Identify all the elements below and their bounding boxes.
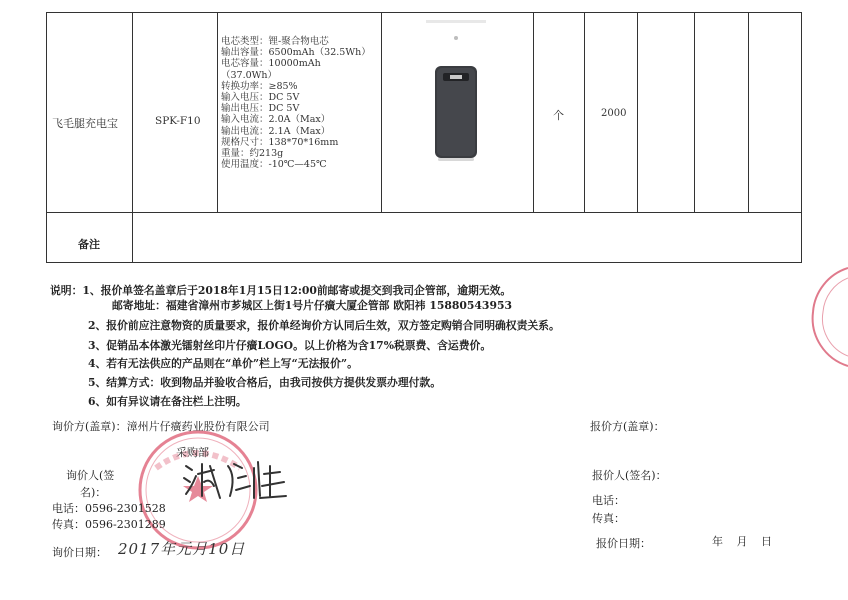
note-6: 6、如有异议请在备注栏上注明。 — [88, 395, 247, 408]
inquirer-tel: 电话：0596-2301528 — [52, 502, 166, 515]
powerbank-photo — [408, 18, 503, 208]
col-divider — [132, 12, 133, 212]
note-4: 4、若有无法供应的产品则在“单价”栏上写“无法报价”。 — [88, 357, 358, 370]
quoter-tel: 电话： — [592, 494, 625, 507]
spec-line: 输入电流：2.0A（Max） — [221, 114, 331, 126]
note-3: 3、促销品本体激光镭射丝印片仔癀LOGO。以上价格为含17%税票费、含运费价。 — [88, 339, 492, 352]
spec-line: 输出容量：6500mAh（32.5Wh） — [221, 47, 371, 59]
quoter-person-label: 报价人(签名)： — [592, 469, 667, 482]
col-divider — [748, 12, 749, 212]
note-1 — [50, 283, 511, 298]
inquirer-value: 漳州片仔癀药业股份有限公司 — [126, 420, 270, 433]
spec-line: 使用温度：-10℃—45℃ — [221, 159, 327, 171]
inquirer-person-label-2: 名)： — [80, 486, 107, 499]
col-divider — [132, 212, 133, 263]
inquirer-label: 询价方(盖章)： — [52, 420, 127, 433]
spec-line: 转换功率：≥85% — [221, 80, 298, 92]
spec-line: 电芯容量：10000mAh — [221, 58, 321, 70]
spec-line: （37.0Wh） — [221, 69, 278, 81]
col-divider — [584, 12, 585, 212]
mail-label: 邮寄地址： — [112, 299, 166, 312]
quoter-party-label: 报价方(盖章)： — [590, 420, 665, 433]
spec-line: 电芯类型：锂-聚合物电芯 — [221, 36, 329, 47]
inquirer-person-label-1: 询价人(签 — [66, 469, 115, 482]
unit: 个 — [553, 109, 564, 122]
col-divider — [637, 12, 638, 212]
note-1-prefix: 1、报价单签名盖章后于 — [82, 284, 198, 297]
row-divider — [46, 212, 802, 213]
note-5: 5、结算方式：收到物品并验收合格后，由我司按供方提供发票办理付款。 — [88, 376, 442, 389]
mail-value: 福建省漳州市芗城区上街1号片仔癀大厦企管部 欧阳祎 15880543953 — [165, 299, 512, 312]
col-divider — [533, 12, 534, 212]
col-divider — [217, 12, 218, 212]
spec-line: 输出电压：DC 5V — [221, 103, 300, 115]
spec-line: 重量：约213g — [221, 148, 284, 160]
purchasing-dept: 采购部 — [176, 446, 209, 459]
inquiry-date-label: 询价日期： — [52, 546, 107, 559]
col-divider — [694, 12, 695, 212]
quote-date-template: 年 月 日 — [712, 535, 772, 548]
product-model: SPK-F10 — [155, 115, 201, 127]
quantity: 2000 — [601, 108, 627, 119]
spec-line: 输入电压：DC 5V — [221, 92, 300, 104]
partial-seal-right — [805, 262, 848, 372]
spec-line: 规格尺寸：138*70*16mm — [221, 136, 339, 148]
note-lead: 说明： — [50, 284, 83, 297]
remark-label: 备注 — [78, 238, 100, 251]
quote-date-label: 报价日期： — [596, 537, 651, 550]
inquiry-date-value: 2017年元月10日 — [118, 540, 246, 558]
mail-address — [112, 298, 512, 313]
note-2: 2、报价前应注意物资的质量要求，报价单经询价方认同后生效，双方签定购销合同明确权责关系。 — [88, 319, 560, 332]
note-1-deadline: 2018年1月15日12:00 — [197, 284, 317, 297]
col-divider — [381, 12, 382, 212]
spec-line: 输出电流：2.1A（Max） — [221, 125, 331, 137]
note-1-suffix: 前邮寄或提交到我司企管部，逾期无效。 — [316, 284, 512, 297]
spec-list — [221, 36, 371, 170]
quoter-fax: 传真： — [592, 512, 625, 525]
product-name: 飞毛腿充电宝 — [52, 117, 118, 130]
inquirer-fax: 传真：0596-2301289 — [52, 518, 166, 531]
handwritten-signature — [180, 456, 290, 504]
